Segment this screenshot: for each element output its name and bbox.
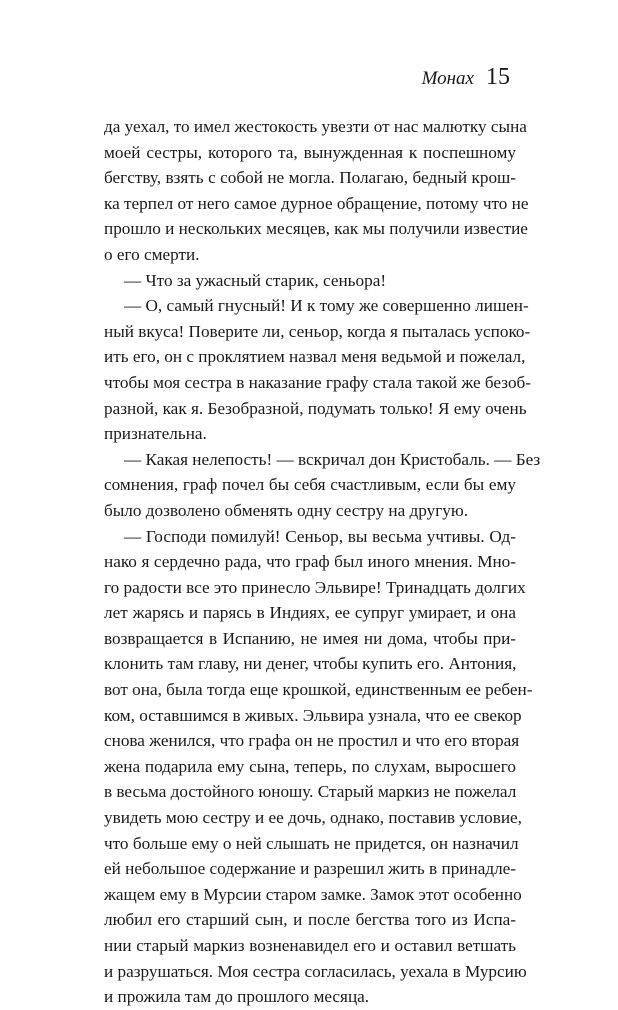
text-line: сомнения, граф почел бы себя счастливым, если бы ему [104, 475, 516, 495]
running-head [422, 64, 510, 91]
text-line: да уехал, то имел жестокость увезти от нас малютку сына [104, 117, 527, 136]
text-line: и разрушаться. Моя сестра согласилась, уехала в Мурсию [104, 961, 527, 981]
text-line: клонить там главу, ни денег, чтобы купить его. Антония, [104, 654, 517, 674]
text-line: в весьма достойного юношу. Старый маркиз не пожелал [104, 782, 517, 802]
running-title: Монах [421, 68, 474, 89]
text-line: го радости все это принесло Эльвире! Тринадцать долгих [104, 577, 526, 597]
text-line: прошло и нескольких месяцев, как мы получили известие [104, 219, 528, 239]
text-line: о его смерти. [104, 244, 200, 264]
text-line: жена подарила ему сына, теперь, по слухам, выросшего [104, 756, 516, 776]
text-line: чтобы моя сестра в наказание графу стала такой же безоб- [104, 372, 532, 392]
text-line: ка терпел от него самое дурное обращение, потому что не [104, 193, 529, 213]
text-line: бегству, взять с собой не могла. Полагаю, бедный крош- [104, 168, 516, 188]
body-text [104, 114, 541, 1010]
text-line: возвращается в Испанию, не имея ни дома, чтобы при- [104, 628, 516, 648]
text-line: ить его, он с проклятием назвал меня ведьмой и пожелал, [104, 347, 526, 367]
text-line: нако я сердечно рада, что граф был иного мнения. Мно- [104, 552, 516, 572]
text-line: моей сестры, которого та, вынужденная к поспешному [104, 142, 516, 162]
text-line: разной, как я. Безобразной, подумать только! Я ему очень [104, 398, 527, 418]
text-line: ей небольшое содержание и разрешил жить в принадле- [104, 859, 516, 879]
text-line: лет жарясь и парясь в Индиях, ее супруг умирает, и она [104, 603, 516, 623]
text-line: жащем ему в Мурсии старом замке. Замок этот особенно [104, 884, 522, 904]
page-number: 15 [486, 64, 510, 90]
text-line: признательна. [104, 424, 207, 444]
text-line: нии старый маркиз возненавидел его и оставил ветшать [104, 936, 516, 955]
text-line: и прожила там до прошлого месяца. [104, 987, 370, 1007]
text-line: — Что за ужасный старик, сеньора! [124, 270, 387, 290]
text-line: было дозволено обменять одну сестру на другую. [104, 500, 469, 520]
text-line: — О, самый гнусный! И к тому же совершенно лишен- [124, 296, 529, 316]
text-line: что больше ему о ней слышать не придется, он назначил [104, 833, 519, 853]
text-line: ком, оставшимся в живых. Эльвира узнала, что ее свекор [104, 705, 522, 725]
text-line: — Господи помилуй! Сеньор, вы весьма учтивы. Од- [124, 526, 516, 546]
text-line: любил его старший сын, и после бегства того из Испа- [104, 910, 516, 930]
text-line: — Какая нелепость! — вскричал дон Кристобаль. — Без [124, 449, 541, 469]
text-line: вот она, была тогда еще крошкой, единственным ее ребен- [104, 680, 533, 700]
text-line: увидеть мою сестру и ее дочь, однако, поставив условие, [104, 808, 522, 828]
text-line: снова женился, что графа он не простил и что его вторая [104, 731, 520, 751]
text-line: ный вкуса! Поверите ли, сеньор, когда я пыталась успоко- [104, 321, 531, 341]
